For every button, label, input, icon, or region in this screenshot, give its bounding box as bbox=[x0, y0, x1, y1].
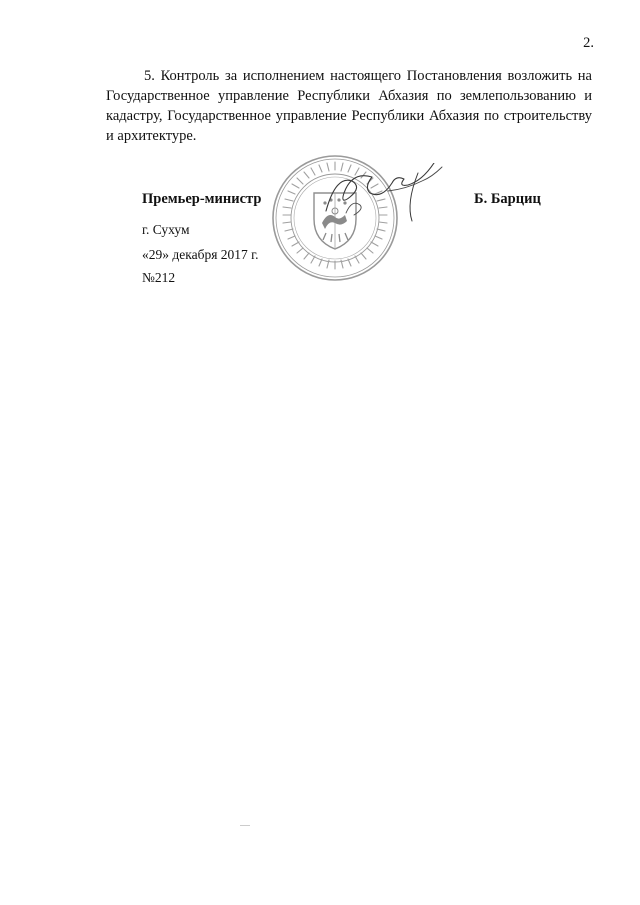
paragraph-5: 5. Контроль за исполнением настоящего Постановления возложить на Государственное управление Республики Абхазия по землепользованию и кадастру, Государственное управление Республики Абхазия по строительству и архитектуре. bbox=[106, 68, 592, 144]
issue-date: «29» декабря 2017 г. bbox=[142, 247, 259, 262]
page-number: 2. bbox=[583, 35, 594, 51]
issue-city: г. Сухум bbox=[142, 222, 190, 237]
scan-artifact bbox=[240, 825, 250, 826]
document-number: №212 bbox=[142, 270, 176, 285]
signatory-title: Премьер-министр bbox=[142, 191, 262, 207]
signatory-name: Б. Барциц bbox=[474, 191, 541, 207]
handwritten-signature bbox=[318, 163, 458, 229]
